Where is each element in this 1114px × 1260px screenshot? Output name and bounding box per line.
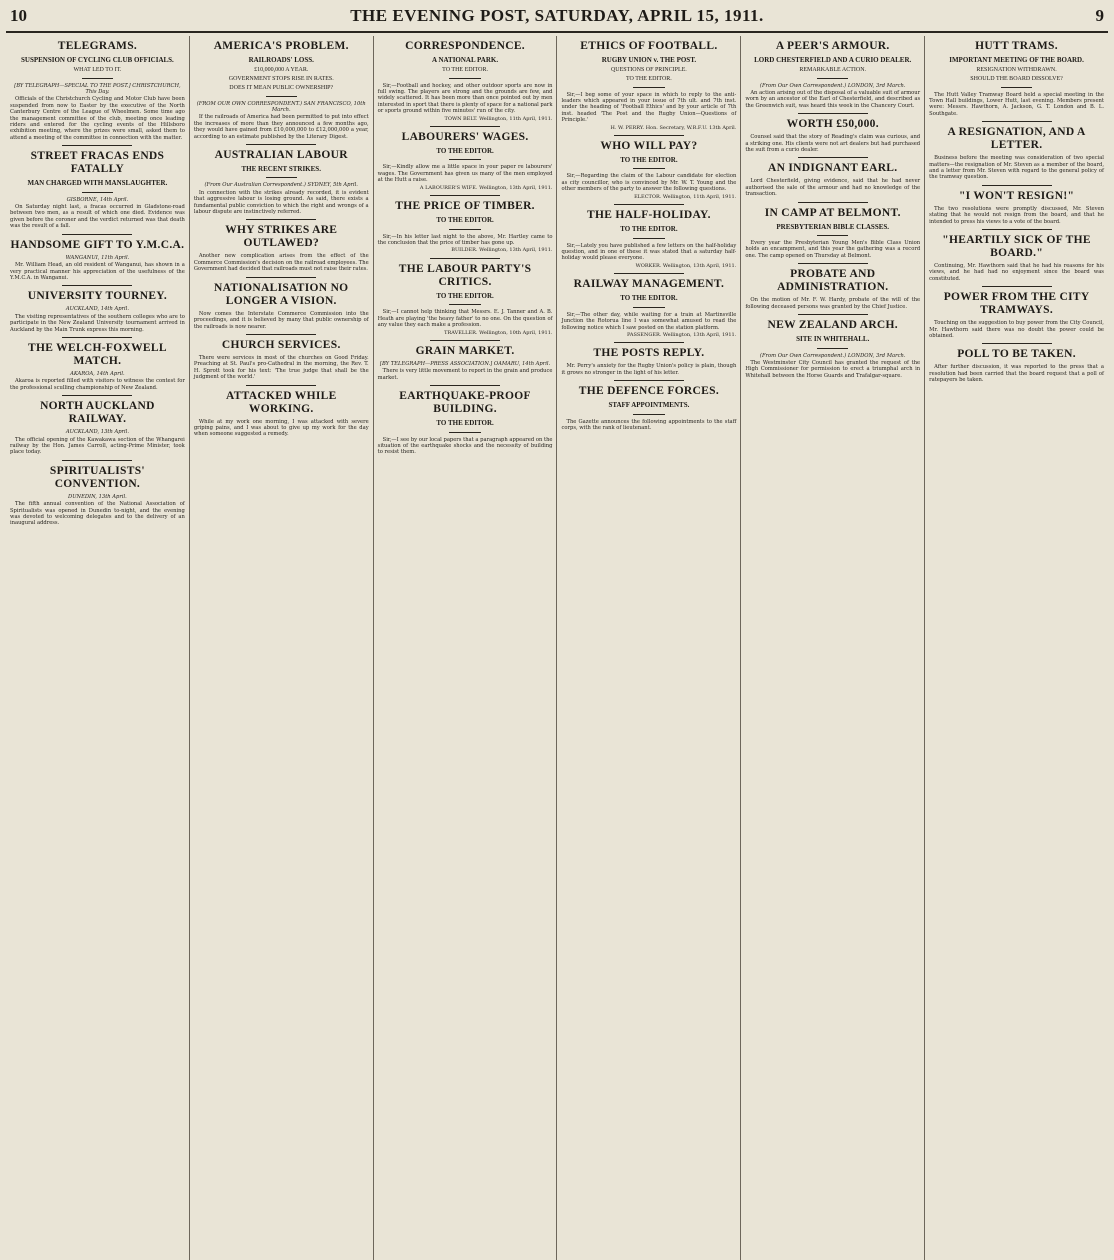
subheadline: REMARKABLE ACTION. xyxy=(799,66,867,73)
article-lead: Counsel said that the story of Reading's claim was curious, and a striking one. His clients were not art dealers but had purchased the suit from a curio dealer. xyxy=(745,134,921,153)
subheadline: RUGBY UNION v. THE POST. xyxy=(601,56,697,64)
article xyxy=(745,40,920,109)
subheadline: TO THE EDITOR. xyxy=(436,216,494,225)
signature: PASSENGER. Wellington, 13th April, 1911. xyxy=(627,331,737,338)
divider xyxy=(633,238,664,239)
article-lead: Sir,—Regarding the claim of the Labour candidate for election as city councillor, who is convinced by Mr. W. T. Young and the other members of the party to answer the following questions. xyxy=(561,173,737,193)
article-lead: Akaroa is reported filled with visitors to witness the contest for the professional sculling championship of New Zealand. xyxy=(10,378,185,391)
signature: ELECTOR. Wellington, 11th April, 1911. xyxy=(634,193,737,200)
divider xyxy=(430,258,500,259)
subheadline: PRESBYTERIAN BIBLE CLASSES. xyxy=(776,222,890,231)
subheadline: WHAT LED TO IT. xyxy=(73,66,122,73)
article xyxy=(929,121,1104,181)
divider xyxy=(798,113,868,114)
dateline: (From Our Own Correspondent.) LONDON, 3rd March. xyxy=(759,82,906,89)
subheadline: TO THE EDITOR. xyxy=(436,291,494,300)
subheadline: TO THE EDITOR. xyxy=(620,155,678,164)
article-lead: There is very little movement to report in the grain and produce market. xyxy=(377,368,553,381)
divider xyxy=(798,263,868,264)
dateline: (From Our Australian Correspondent.) SYDNEY, 5th April. xyxy=(204,182,358,189)
subheadline: RESIGNATION WITHDRAWN. xyxy=(976,66,1057,73)
page-number-left: 10 xyxy=(10,6,27,25)
article xyxy=(378,385,553,456)
divider xyxy=(817,235,848,236)
headline: THE WELCH-FOXWELL MATCH. xyxy=(28,341,167,367)
article-lead: An action arising out of the disposal of a valuable suit of armour worn by an ancestor of the Earl of Chesterfield, and described as the Greenwich suit, was heard this week in the Chancery Court. xyxy=(745,89,921,109)
article-lead: Business before the meeting was consideration of two special matters—the resignation of Mr. Steven as a member of the board, and a letter from Mr. Steven with regard to the general policy of the tramway question. xyxy=(929,155,1104,181)
divider xyxy=(246,385,316,386)
article xyxy=(10,285,185,333)
divider xyxy=(817,348,848,349)
subheadline: TO THE EDITOR. xyxy=(442,66,488,73)
divider xyxy=(62,337,132,338)
article xyxy=(745,113,920,153)
divider xyxy=(246,219,316,220)
divider xyxy=(449,229,480,230)
article xyxy=(194,40,369,140)
article-lead: Sir,—Football and hockey, and other outdoor sports are now in full swing. The players are strong and the grounds are few, and widely scattered. It has been more than once pointed out by men interested in sport that there is plenty of space for a national park or sports ground within five minutes' run of the city. xyxy=(377,82,553,115)
headline: AUSTRALIAN LABOUR xyxy=(214,148,348,161)
headline: ATTACKED WHILE WORKING. xyxy=(225,389,337,415)
article xyxy=(194,144,369,216)
subheadline: DOES IT MEAN PUBLIC OWNERSHIP? xyxy=(229,84,334,91)
divider xyxy=(1001,87,1032,88)
masthead xyxy=(6,6,1108,33)
subheadline: MAN CHARGED WITH MANSLAUGHTER. xyxy=(27,179,168,188)
article xyxy=(194,277,369,330)
article-lead: Sir,—Lately you have published a few letters on the half-holiday question, and in one of these it was stated that a saturday half-holiday would please everyone. xyxy=(561,242,737,262)
signature: TRAVELLER. Wellington, 10th April, 1911. xyxy=(444,329,553,336)
divider xyxy=(633,414,664,415)
divider xyxy=(817,78,848,79)
divider xyxy=(614,204,684,205)
article xyxy=(745,202,920,260)
subheadline: TO THE EDITOR. xyxy=(620,294,678,303)
divider xyxy=(430,126,500,127)
article xyxy=(929,229,1104,282)
dateline: [BY TELEGRAPH—PRESS ASSOCIATION.] OAMARU, 14th April. xyxy=(379,360,551,367)
headline: PROBATE AND ADMINISTRATION. xyxy=(777,268,889,294)
dateline: [BY TELEGRAPH—SPECIAL TO THE POST.] CHRISTCHURCH, This Day. xyxy=(14,82,181,95)
headline: RAILWAY MANAGEMENT. xyxy=(573,278,725,291)
divider xyxy=(449,432,480,433)
article xyxy=(194,385,369,438)
article xyxy=(378,258,553,336)
dateline: (FROM OUR OWN CORRESPONDENT.) SAN FRANCISCO, 10th March. xyxy=(196,100,366,113)
dateline: WANGANUI, 11th April. xyxy=(65,254,130,261)
headline: NEW ZEALAND ARCH. xyxy=(767,319,898,332)
divider xyxy=(614,380,684,381)
divider xyxy=(62,145,132,146)
divider xyxy=(449,78,480,79)
subheadline: QUESTIONS OF PRINCIPLE. xyxy=(610,66,687,73)
divider xyxy=(82,78,113,79)
dateline: AKAROA, 14th April. xyxy=(70,370,125,377)
article xyxy=(10,40,185,141)
headline: A RESIGNATION, AND A LETTER. xyxy=(947,126,1086,152)
headline: ETHICS OF FOOTBALL. xyxy=(580,40,718,52)
article-lead: On Saturday night last, a fracas occurred in Gladstone-road between two men, as a result of which one died. Evidence was given before the coroner and the verdict returned was that death was the result of a fall. xyxy=(10,204,185,230)
article xyxy=(929,343,1104,383)
article-lead: Sir,—The other day, while waiting for a train at Martinsville Junction the Rotorua line I was somewhat amused to read the following notice which I saw posted on the station platform. xyxy=(561,311,737,331)
subheadline: TO THE EDITOR. xyxy=(625,75,672,82)
subheadline: SHOULD THE BOARD DISSOLVE? xyxy=(970,75,1063,82)
headline: AMERICA'S PROBLEM. xyxy=(213,40,349,52)
divider xyxy=(798,202,868,203)
headline: POLL TO BE TAKEN. xyxy=(957,348,1076,361)
article xyxy=(929,40,1104,117)
article-lead: The Westminster City Council has granted the request of the High Commissioner for permission to erect a triumphal arch in Whitehall between the Horse Guards and Trafalgar-square. xyxy=(745,360,921,379)
article-lead: Another new complication arises from the effect of the Commerce Commission's decision on the railroad employees. The Government had decided that railroads must not raise their rates. xyxy=(193,253,369,273)
divider xyxy=(982,343,1052,344)
article-lead: The visiting representatives of the southern colleges who are to participate in the New Zealand University tournament arrived in Auckland by the Main Trunk express this morning. xyxy=(10,313,185,333)
subheadline: GOVERNMENT STOPS RISE IN RATES. xyxy=(228,75,334,82)
headline: "HEARTILY SICK OF THE BOARD." xyxy=(942,233,1091,259)
divider xyxy=(633,168,664,169)
divider xyxy=(430,340,500,341)
signature: BUILDER. Wellington, 13th April, 1911. xyxy=(451,247,553,254)
headline: NATIONALISATION NO LONGER A VISION. xyxy=(214,281,349,307)
subheadline: A NATIONAL PARK. xyxy=(432,56,499,64)
column-2 xyxy=(190,36,374,1260)
article-lead: Sir,—I cannot help thinking that Messrs. E. J. Tanner and A. B. Heath are playing 'the heavy father' to no one. On the question of any value they each make a profession. xyxy=(377,309,553,329)
article-lead: If the railroads of America had been permitted to put into effect the increases of more than they announced a few months ago, they would have gained from £10,000,000 to £12,000,000 a year, according to an estimate published by the Literary Digest. xyxy=(193,114,369,140)
article xyxy=(745,263,920,310)
dateline: GISBORNE, 14th April. xyxy=(66,196,129,203)
divider xyxy=(62,460,132,461)
article xyxy=(10,395,185,456)
subheadline: TO THE EDITOR. xyxy=(620,225,678,234)
article-lead: Sir,—In his letter last night to the above, Mr. Hartley came to the conclusion that the price of timber has gone up. xyxy=(377,233,553,246)
divider xyxy=(266,96,297,97)
divider xyxy=(614,342,684,343)
subheadline: THE RECENT STRIKES. xyxy=(241,164,321,173)
subheadline: TO THE EDITOR. xyxy=(436,146,494,155)
headline: THE PRICE OF TIMBER. xyxy=(395,200,535,213)
divider xyxy=(614,135,684,136)
article xyxy=(929,286,1104,339)
headline: TELEGRAMS. xyxy=(57,40,138,52)
dateline: AUCKLAND, 13th April. xyxy=(65,429,129,436)
article-lead: Mr. William Head, an old resident of Wanganui, has shown in a very practical manner his appreciation of the usefulness of the Y.M.C.A. in Wanganui. xyxy=(10,262,185,281)
divider xyxy=(266,177,297,178)
headline: SPIRITUALISTS' CONVENTION. xyxy=(49,464,145,490)
columns-container xyxy=(6,36,1108,1260)
article-lead: Sir,—I beg some of your space in which to reply to the anti-leaders which appeared in your issue of 7th ult. and 7th inst. under the heading of 'Football Ethics' and by your article of 7th inst. headed 'The Post and the Rugby Union—Questions of Principle.' xyxy=(561,91,737,124)
signature: A LABOURER'S WIFE. Wellington, 13th April, 1911. xyxy=(419,184,553,191)
divider xyxy=(62,285,132,286)
headline: CHURCH SERVICES. xyxy=(221,338,341,351)
headline: "I WON'T RESIGN!" xyxy=(958,189,1075,202)
divider xyxy=(449,159,480,160)
article-lead: The Gazette announces the following appointments to the staff corps, with the rank of lieutenant. xyxy=(561,418,737,432)
dateline: (From Our Own Correspondent.) LONDON, 3rd March. xyxy=(759,352,906,359)
divider xyxy=(430,195,500,196)
article xyxy=(561,204,736,269)
article-lead: The Hutt Valley Tramway Board held a special meeting in the Town Hall buildings, Lower Hutt, last evening. Members present were: Messrs. Hawthorn, A. Jackson, G. T. London and B. L. Southgate. xyxy=(929,91,1104,117)
column-1 xyxy=(6,36,190,1260)
divider xyxy=(430,385,500,386)
headline: HANDSOME GIFT TO Y.M.C.A. xyxy=(10,238,185,251)
subheadline: SUSPENSION OF CYCLING CLUB OFFICIALS. xyxy=(21,56,174,64)
article xyxy=(929,185,1104,225)
article xyxy=(745,314,920,379)
article-lead: While at my work one morning, I was attacked with severe griping pains, and I was about to give up my work for the day when someone suggested a remedy. xyxy=(193,418,369,438)
article-lead: Mr. Perry's anxiety for the Rugby Union's policy is plain, though it grows no stronger in the light of his letter. xyxy=(561,363,737,376)
article-lead: The official opening of the Kawakawa section of the Whangarei railway by the Hon. James Carroll, acting-Prime Minister, took place today. xyxy=(10,436,185,456)
subheadline: RAILROADS' LOSS. xyxy=(248,56,314,64)
article-lead: Now comes the Interstate Commerce Commission into the proceedings, and it is believed by many that public ownership of the railroads is now nearer. xyxy=(193,310,369,330)
article xyxy=(378,340,553,381)
article xyxy=(561,342,736,376)
article xyxy=(10,460,185,527)
article-lead: After further discussion, it was reported to the press that a resolution had been carried that the board request that a poll of ratepayers be taken. xyxy=(929,364,1104,384)
article xyxy=(10,145,185,230)
signature: WORKER. Wellington, 13th April, 1911. xyxy=(635,262,737,269)
article xyxy=(561,380,736,431)
article xyxy=(378,40,553,122)
headline: CORRESPONDENCE. xyxy=(405,40,525,52)
divider xyxy=(246,144,316,145)
divider xyxy=(798,314,868,315)
article-lead: The fifth annual convention of the National Association of Spiritualists was opened in Dunedin to-night, and the evening was devoted to welcoming delegates and to the delivery of an inaugural address. xyxy=(10,501,185,527)
divider xyxy=(246,334,316,335)
headline: AN INDIGNANT EARL. xyxy=(767,162,898,175)
subheadline: STAFF APPOINTMENTS. xyxy=(608,401,690,410)
headline: GRAIN MARKET. xyxy=(415,344,515,357)
divider xyxy=(62,234,132,235)
article xyxy=(561,135,736,200)
article-lead: In connection with the strikes already recorded, it is evident that aggressive labour is losing ground. As said, there exists a fundamental public conviction to which the right and wrongs of a labour dispute are instinctively referred. xyxy=(193,189,369,216)
headline: IN CAMP AT BELMONT. xyxy=(764,206,901,219)
article-lead: The two resolutions were promptly discussed, Mr. Steven stating that he would not resign from the board, and that he intended to press his views to a vote of the board. xyxy=(929,205,1104,225)
divider xyxy=(82,192,113,193)
article xyxy=(378,195,553,254)
headline: UNIVERSITY TOURNEY. xyxy=(27,290,168,303)
divider xyxy=(982,121,1052,122)
divider xyxy=(633,87,664,88)
newspaper-title: THE EVENING POST, SATURDAY, APRIL 15, 1911. xyxy=(350,6,764,25)
article xyxy=(194,334,369,381)
column-5 xyxy=(741,36,925,1260)
article xyxy=(10,337,185,391)
subheadline: TO THE EDITOR. xyxy=(436,419,494,428)
headline: THE POSTS REPLY. xyxy=(593,347,705,360)
article-lead: There were services in most of the churches on Good Friday. Preaching at St. Paul's pro-Cathedral in the morning, the Rev. T. H. Sprott took for his text: 'The true judge that shall be the judgment of the world.' xyxy=(193,354,369,381)
divider xyxy=(62,395,132,396)
divider xyxy=(246,277,316,278)
dateline: AUCKLAND, 14th April. xyxy=(65,306,129,313)
article xyxy=(378,126,553,191)
dateline: DUNEDIN, 13th April. xyxy=(68,493,127,500)
article xyxy=(194,219,369,272)
column-4 xyxy=(557,36,741,1260)
headline: LABOURERS' WAGES. xyxy=(401,130,529,143)
article-lead: On the motion of Mr. F. W. Hardy, probate of the will of the following deceased persons was granted by the Chief Justice. xyxy=(745,297,921,310)
headline: WORTH £50,000. xyxy=(786,118,879,131)
headline: A PEER'S ARMOUR. xyxy=(775,40,890,52)
article xyxy=(745,157,920,197)
subheadline: LORD CHESTERFIELD AND A CURIO DEALER. xyxy=(754,56,912,64)
headline: WHY STRIKES ARE OUTLAWED? xyxy=(225,224,338,250)
page-number-right: 9 xyxy=(1095,6,1104,25)
divider xyxy=(982,185,1052,186)
headline: THE LABOUR PARTY'S CRITICS. xyxy=(398,262,532,288)
divider xyxy=(633,307,664,308)
headline: STREET FRACAS ENDS FATALLY xyxy=(30,150,165,176)
article-lead: Officials of the Christchurch Cycling and Motor Club have been suspended from now to Easter by the executive of the North Canterbury Centre of the League of Wheelmen. Some time ago the management committee of the club, meeting once leading riders and entered for the cycling events of the Hillsboro exhibition meeting, where the prizes were small, asked them to attend a meeting of the committee in connection with the matter. xyxy=(10,96,185,141)
divider xyxy=(798,157,868,158)
headline: THE HALF-HOLIDAY. xyxy=(587,209,711,222)
headline: WHO WILL PAY? xyxy=(600,139,698,152)
article-lead: Sir,—I see by our local papers that a paragraph appeared on the situation of the earthquake shocks and the necessity of building to resist them. xyxy=(377,436,553,456)
article-lead: Lord Chesterfield, giving evidence, said that he had never authorised the sale of the armour and had no knowledge of the transaction. xyxy=(745,178,921,198)
headline: THE DEFENCE FORCES. xyxy=(578,385,719,398)
article-lead: Continuing, Mr. Hawthorn said that he had his reasons for his views, and he had had no enjoyment since the board was constituted. xyxy=(929,262,1104,282)
headline: NORTH AUCKLAND RAILWAY. xyxy=(40,400,155,426)
divider xyxy=(982,229,1052,230)
column-3 xyxy=(374,36,558,1260)
divider xyxy=(449,304,480,305)
article-lead: Every year the Presbyterian Young Men's Bible Class Union holds an encampment, and this year the gathering was a record one. The camp opened on Thursday at Belmont. xyxy=(745,240,921,259)
subheadline: SITE IN WHITEHALL. xyxy=(796,335,870,344)
signature: H. W. PERRY. Hon. Secretary, W.R.F.U. 13th April. xyxy=(610,124,737,131)
divider xyxy=(982,286,1052,287)
signature: TOWN BELT. Wellington, 11th April, 1911. xyxy=(444,115,553,122)
article xyxy=(561,273,736,338)
article-lead: Sir,—Kindly allow me a little space in your paper re labourers' wages. The Government has given us many of the men employed at the Hutt a raise. xyxy=(377,164,553,184)
column-6 xyxy=(925,36,1108,1260)
headline: EARTHQUAKE-PROOF BUILDING. xyxy=(399,390,531,416)
headline: HUTT TRAMS. xyxy=(975,40,1058,52)
divider xyxy=(614,273,684,274)
headline: POWER FROM THE CITY TRAMWAYS. xyxy=(943,291,1090,317)
article-lead: Touching on the suggestion to buy power from the City Council, Mr. Hawthorn said there was no doubt the power could be obtained. xyxy=(929,320,1104,339)
article xyxy=(10,234,185,282)
article xyxy=(561,40,736,131)
subheadline: £10,000,000 A YEAR. xyxy=(254,66,309,73)
subheadline: IMPORTANT MEETING OF THE BOARD. xyxy=(949,56,1084,64)
